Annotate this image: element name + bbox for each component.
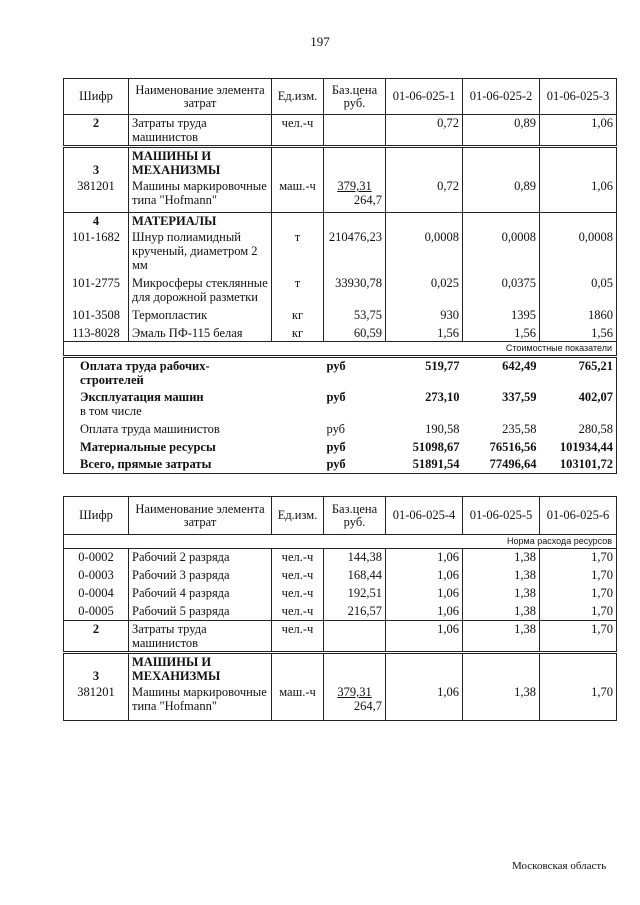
row-value-1: 930 xyxy=(386,307,463,325)
summary-value-1: 51098,67 xyxy=(412,439,460,454)
table-row xyxy=(64,621,617,653)
row-price: 379,31 xyxy=(337,179,372,193)
section-code: 4 xyxy=(64,212,129,229)
summary-value-1: 519,77 xyxy=(386,357,463,389)
table-row xyxy=(64,275,617,307)
row-code: 2 xyxy=(64,115,129,147)
row-unit: чел.-ч xyxy=(272,115,324,147)
summary-unit: руб xyxy=(324,357,386,389)
header-name: Наименование элемента затрат xyxy=(129,497,272,535)
row-unit: кг xyxy=(272,307,324,325)
header-col-3: 01-06-025-3 xyxy=(540,79,617,115)
row-unit: чел.-ч xyxy=(272,621,324,653)
row-name: Рабочий 4 разряда xyxy=(129,585,272,603)
norm-label: Норма расхода ресурсов xyxy=(64,535,617,549)
row-price: 33930,78 xyxy=(324,275,386,307)
table-row xyxy=(64,307,617,325)
row-unit: маш.-ч xyxy=(272,684,324,720)
table-row xyxy=(64,585,617,603)
row-name: Рабочий 2 разряда xyxy=(129,549,272,567)
summary-value-3: 103101,72 xyxy=(540,456,617,474)
summary-row xyxy=(64,357,617,389)
row-value-3: 1860 xyxy=(540,307,617,325)
norm-bar xyxy=(64,535,617,549)
header-col-5: 01-06-025-5 xyxy=(463,497,540,535)
row-unit: чел.-ч xyxy=(272,603,324,621)
row-code: 101-1682 xyxy=(64,229,129,275)
row-price: 60,59 xyxy=(324,325,386,342)
header-name: Наименование элемента затрат xyxy=(129,79,272,115)
summary-name: Эксплуатация машин xyxy=(80,389,204,404)
header-col-4: 01-06-025-4 xyxy=(386,497,463,535)
summary-row xyxy=(64,456,617,474)
table-row xyxy=(64,229,617,275)
row-price: 168,44 xyxy=(324,567,386,585)
section-row xyxy=(64,147,617,179)
summary-value-2: 642,49 xyxy=(463,357,540,389)
row-value-3: 1,70 xyxy=(540,567,617,585)
summary-value-3: 402,07 xyxy=(540,389,617,421)
row-value-1: 1,06 xyxy=(386,621,463,653)
row-unit: чел.-ч xyxy=(272,567,324,585)
section-row xyxy=(64,212,617,229)
row-value-2: 1,38 xyxy=(463,549,540,567)
summary-value-1: 273,10 xyxy=(425,389,460,404)
summary-unit: руб xyxy=(326,421,346,436)
row-code: 101-3508 xyxy=(64,307,129,325)
row-value-2: 1,38 xyxy=(463,621,540,653)
row-code: 101-2775 xyxy=(64,275,129,307)
summary-value-3: 280,58 xyxy=(540,421,617,439)
row-code: 2 xyxy=(64,621,129,653)
row-value-2: 0,89 xyxy=(463,178,540,212)
section-title: МАШИНЫ И МЕХАНИЗМЫ xyxy=(129,147,272,179)
row-code: 0-0002 xyxy=(64,549,129,567)
row-name: Машины маркировочные типа "Hofmann" xyxy=(129,178,272,212)
section-title: МАШИНЫ И МЕХАНИЗМЫ xyxy=(129,653,272,685)
summary-unit: руб xyxy=(324,456,386,474)
resource-table-1 xyxy=(63,78,617,474)
row-value-3: 1,70 xyxy=(540,549,617,567)
row-value-3: 1,70 xyxy=(540,621,617,653)
row-value-3: 1,70 xyxy=(540,684,617,720)
summary-name: Материальные ресурсы xyxy=(64,439,324,456)
summary-unit: руб xyxy=(326,439,346,454)
section-code: 3 xyxy=(64,653,129,685)
row-price xyxy=(324,115,386,147)
row-value-2: 1395 xyxy=(463,307,540,325)
row-value-2: 1,38 xyxy=(463,567,540,585)
summary-value-2: 235,58 xyxy=(502,421,537,436)
row-value-2: 0,89 xyxy=(463,115,540,147)
row-value-1: 1,56 xyxy=(386,325,463,342)
row-value-3: 1,70 xyxy=(540,603,617,621)
row-value-2: 1,56 xyxy=(463,325,540,342)
table-row xyxy=(64,603,617,621)
row-value-3: 0,0008 xyxy=(540,229,617,275)
row-value-3: 1,06 xyxy=(540,178,617,212)
row-value-1: 1,06 xyxy=(386,603,463,621)
section-code: 3 xyxy=(64,147,129,179)
header-col-2: 01-06-025-2 xyxy=(463,79,540,115)
row-name: Рабочий 3 разряда xyxy=(129,567,272,585)
summary-name: Всего, прямые затраты xyxy=(64,456,324,474)
summary-name: Оплата труда машинистов xyxy=(64,421,324,439)
row-name: Машины маркировочные типа "Hofmann" xyxy=(129,684,272,720)
row-name: Рабочий 5 разряда xyxy=(129,603,272,621)
row-name: Затраты труда машинистов xyxy=(129,115,272,147)
row-unit: чел.-ч xyxy=(272,585,324,603)
summary-value-2: 77496,64 xyxy=(463,456,540,474)
table-row xyxy=(64,325,617,342)
summary-subnote: в том числе xyxy=(80,403,142,418)
row-code: 0-0004 xyxy=(64,585,129,603)
row-name: Эмаль ПФ-115 белая xyxy=(129,325,272,342)
summary-value-1: 51891,54 xyxy=(386,456,463,474)
row-name: Микросферы стеклянные для дорожной разметки xyxy=(129,275,272,307)
header-col-6: 01-06-025-6 xyxy=(540,497,617,535)
row-code: 381201 xyxy=(64,178,129,212)
summary-row xyxy=(64,439,617,456)
row-code: 0-0003 xyxy=(64,567,129,585)
summary-value-3: 101934,44 xyxy=(540,439,617,456)
section-title: МАТЕРИАЛЫ xyxy=(129,212,272,229)
table-row xyxy=(64,178,617,212)
table-header-row xyxy=(64,79,617,115)
summary-name: Оплата труда рабочих-строителей xyxy=(80,359,210,387)
row-value-3: 1,56 xyxy=(540,325,617,342)
row-name: Затраты труда машинистов xyxy=(129,621,272,653)
row-value-3: 0,05 xyxy=(540,275,617,307)
row-name: Термопластик xyxy=(129,307,272,325)
header-price: Баз.цена руб. xyxy=(324,497,386,535)
row-price: 192,51 xyxy=(324,585,386,603)
table-row xyxy=(64,549,617,567)
row-unit: т xyxy=(272,275,324,307)
summary-value-3: 765,21 xyxy=(540,357,617,389)
row-price: 379,31 xyxy=(337,685,372,699)
row-unit: чел.-ч xyxy=(272,549,324,567)
resource-table-2 xyxy=(63,496,617,721)
summary-row xyxy=(64,421,617,439)
row-value-2: 1,38 xyxy=(463,585,540,603)
header-code: Шифр xyxy=(64,79,129,115)
row-price: 210476,23 xyxy=(324,229,386,275)
row-value-3: 1,70 xyxy=(540,585,617,603)
header-price: Баз.цена руб. xyxy=(324,79,386,115)
table-header-row xyxy=(64,497,617,535)
row-unit: т xyxy=(272,229,324,275)
row-value-1: 0,0008 xyxy=(386,229,463,275)
row-price: 216,57 xyxy=(324,603,386,621)
row-value-1: 1,06 xyxy=(386,549,463,567)
header-unit: Ед.изм. xyxy=(272,497,324,535)
row-unit: кг xyxy=(272,325,324,342)
table-row xyxy=(64,684,617,720)
section-row xyxy=(64,653,617,685)
row-value-1: 1,06 xyxy=(386,567,463,585)
footer-region: Московская область xyxy=(512,860,607,872)
row-code: 0-0005 xyxy=(64,603,129,621)
row-price xyxy=(324,621,386,653)
header-col-1: 01-06-025-1 xyxy=(386,79,463,115)
row-value-2: 1,38 xyxy=(463,603,540,621)
row-value-2: 0,0375 xyxy=(463,275,540,307)
row-name: Шнур полиамидный крученый, диаметром 2 мм xyxy=(129,229,272,275)
header-code: Шифр xyxy=(64,497,129,535)
row-value-1: 0,72 xyxy=(386,178,463,212)
page-number: 197 xyxy=(310,34,330,49)
cost-indicators-label: Стоимостные показатели xyxy=(64,342,617,357)
row-code: 381201 xyxy=(64,684,129,720)
row-value-1: 1,06 xyxy=(386,585,463,603)
row-code: 113-8028 xyxy=(64,325,129,342)
cost-indicators-bar xyxy=(64,342,617,357)
row-value-2: 1,38 xyxy=(463,684,540,720)
row-unit: маш.-ч xyxy=(272,178,324,212)
summary-value-2: 76516,56 xyxy=(489,439,537,454)
row-price: 53,75 xyxy=(324,307,386,325)
summary-value-1: 190,58 xyxy=(425,421,460,436)
row-value-1: 0,72 xyxy=(386,115,463,147)
row-value-1: 1,06 xyxy=(386,684,463,720)
table-row xyxy=(64,567,617,585)
row-price-secondary: 264,7 xyxy=(353,193,382,207)
header-unit: Ед.изм. xyxy=(272,79,324,115)
row-price: 144,38 xyxy=(324,549,386,567)
table-row xyxy=(64,115,617,147)
row-value-2: 0,0008 xyxy=(463,229,540,275)
summary-row xyxy=(64,389,617,421)
row-value-1: 0,025 xyxy=(386,275,463,307)
summary-unit: руб xyxy=(326,389,346,404)
row-value-3: 1,06 xyxy=(540,115,617,147)
row-price-secondary: 264,7 xyxy=(353,699,382,713)
summary-value-2: 337,59 xyxy=(502,389,537,404)
